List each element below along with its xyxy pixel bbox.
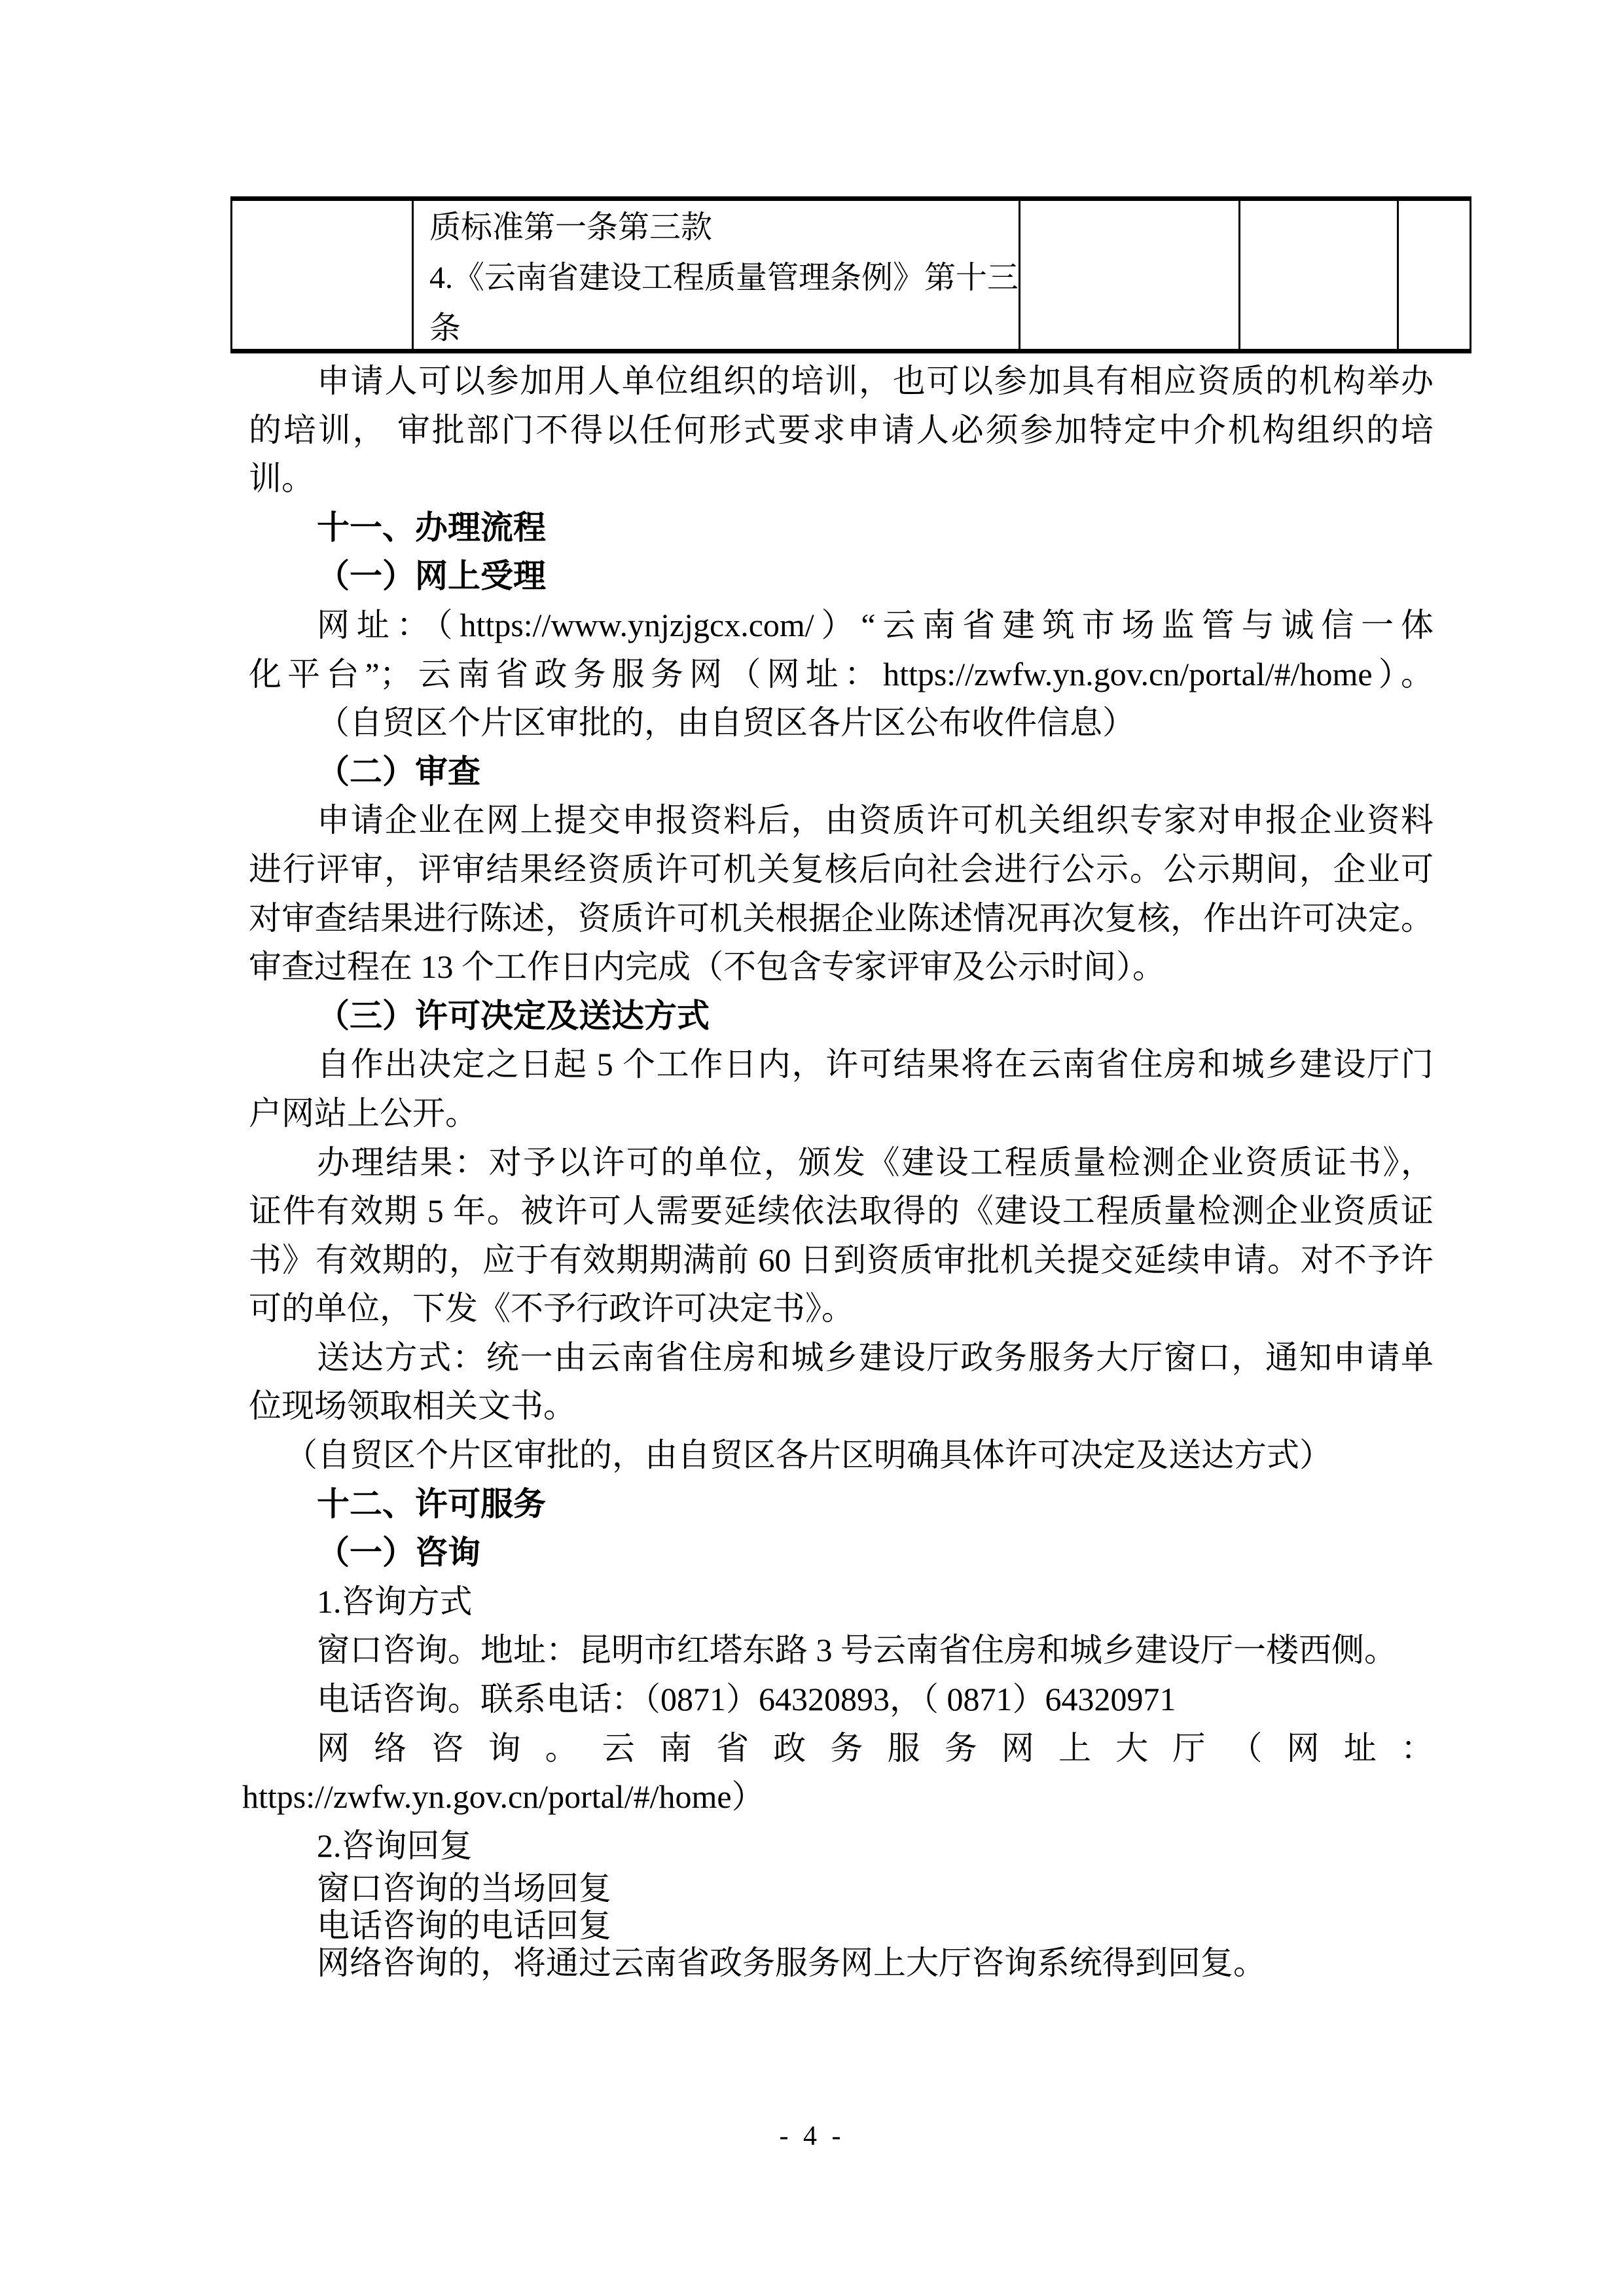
body-line: 书》有效期的，应于有效期期满前 60 日到资质审批机关提交延续申请。对不予许 bbox=[249, 1241, 1434, 1278]
section-heading: （二）审查 bbox=[317, 753, 480, 790]
section-heading: 十一、办理流程 bbox=[317, 509, 546, 546]
page-number: - 4 - bbox=[779, 2121, 845, 2151]
body-line: 办理结果：对予以许可的单位，颁发《建设工程质量检测企业资质证书》， bbox=[317, 1143, 1434, 1181]
legal-basis-table bbox=[230, 196, 1471, 353]
body-line: 申请人可以参加用人单位组织的培训，也可以参加具有相应资质的机构举办 bbox=[317, 363, 1434, 399]
table-cell-line: 条 bbox=[429, 311, 461, 346]
body-line: 网络咨询。云南省政务服务网上大厅（网址： bbox=[317, 1729, 1434, 1767]
section-heading: 十二、许可服务 bbox=[317, 1485, 546, 1522]
body-line: 可的单位，下发《不予行政许可决定书》。 bbox=[249, 1290, 854, 1327]
body-line: （自贸区个片区审批的，由自贸区各片区公布收件信息） bbox=[317, 704, 1135, 742]
body-line: 户网站上公开。 bbox=[249, 1094, 478, 1132]
section-heading: （一）咨询 bbox=[317, 1534, 480, 1571]
table-cell bbox=[1020, 201, 1240, 349]
table-cell bbox=[1399, 201, 1591, 349]
body-line: 窗口咨询。地址：昆明市红塔东路 3 号云南省住房和城乡建设厅一楼西侧。 bbox=[317, 1632, 1397, 1669]
body-line: 进行评审，评审结果经资质许可机关复核后向社会进行公示。公示期间，企业可 bbox=[249, 850, 1434, 888]
body-line: 对审查结果进行陈述，资质许可机关根据企业陈述情况再次复核，作出许可决定。 bbox=[249, 899, 1434, 937]
body-line: 的培训， 审批部门不得以任何形式要求申请人必须参加特定中介机构组织的培 bbox=[249, 411, 1434, 448]
body-line: 化平台”；云南省政务服务网（网址：https://zwfw.yn.gov.cn/portal/#/home）。 bbox=[249, 655, 1434, 692]
table-cell bbox=[414, 201, 1020, 349]
body-line: 送达方式：统一由云南省住房和城乡建设厅政务服务大厅窗口，通知申请单 bbox=[317, 1338, 1434, 1376]
body-line: 训。 bbox=[249, 460, 314, 497]
body-line: 电话咨询。联系电话：（0871）64320893，（ 0871）64320971 bbox=[317, 1681, 1176, 1718]
table-cell-line: 4.《云南省建设工程质量管理条例》第十三 bbox=[429, 260, 1019, 295]
body-line: 证件有效期 5 年。被许可人需要延续依法取得的《建设工程质量检测企业资质证 bbox=[249, 1193, 1434, 1230]
body-line: 审查过程在 13 个工作日内完成（不包含专家评审及公示时间）。 bbox=[249, 948, 1165, 986]
table-cell bbox=[232, 201, 414, 349]
body-line: 窗口咨询的当场回复 bbox=[317, 1870, 611, 1907]
body-line: 申请企业在网上提交申报资料后，由资质许可机关组织专家对申报企业资料 bbox=[317, 802, 1434, 839]
table-cell-line: 质标准第一条第三款 bbox=[429, 210, 713, 245]
body-line: 网络咨询的，将通过云南省政务服务网上大厅咨询系统得到回复。 bbox=[317, 1945, 1266, 1982]
section-heading: （一）网上受理 bbox=[317, 558, 546, 595]
body-line: 位现场领取相关文书。 bbox=[249, 1388, 576, 1425]
table-cell bbox=[1240, 201, 1399, 349]
body-line: 1.咨询方式 bbox=[317, 1583, 473, 1620]
body-line: 电话咨询的电话回复 bbox=[317, 1907, 611, 1945]
document-body bbox=[242, 357, 1434, 1982]
body-line: 自作出决定之日起 5 个工作日内，许可结果将在云南省住房和城乡建设厅门 bbox=[317, 1046, 1434, 1083]
body-line: （自贸区个片区审批的，由自贸区各片区明确具体许可决定及送达方式） bbox=[285, 1437, 1332, 1474]
section-heading: （三）许可决定及送达方式 bbox=[317, 997, 710, 1034]
url-line: https://zwfw.yn.gov.cn/portal/#/home） bbox=[242, 1778, 765, 1816]
body-line: 网址：（https://www.ynjzjgcx.com/）“云南省建筑市场监管与诚信一体 bbox=[317, 606, 1434, 643]
body-line: 2.咨询回复 bbox=[317, 1827, 473, 1864]
